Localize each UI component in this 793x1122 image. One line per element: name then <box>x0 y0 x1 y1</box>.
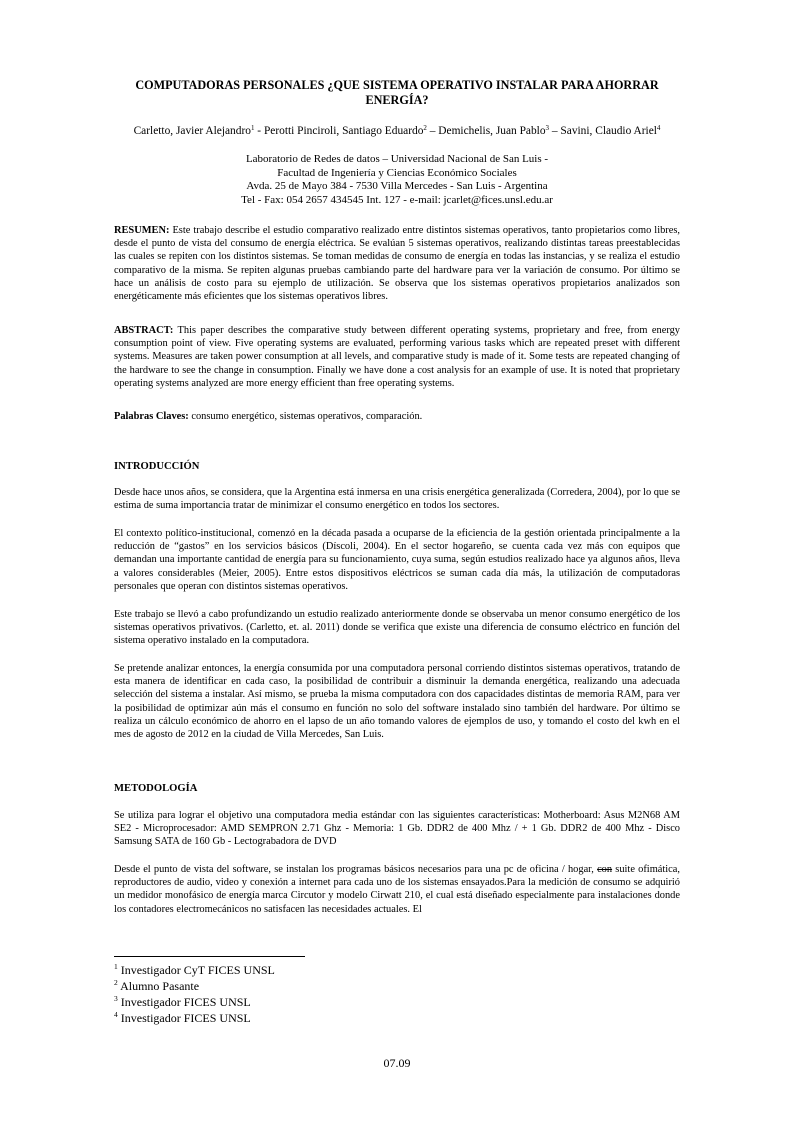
footnote-mark: 3 <box>545 124 550 132</box>
intro-heading: INTRODUCCIÓN <box>114 461 200 472</box>
author-separator: - <box>254 125 264 137</box>
metodologia-text: suite ofimática, reproductores de audio, video y conexión a internet para cada uno de los sistemas ensayados.Para la medición de consumo se adquirió un medidor monofásico de energía marca Circutor y modelo Cirwatt 210, el cual está diseñado especialmente para instalaciones donde los contadores electromecánicos no satisfacen las necesidades actuales. El <box>114 864 680 915</box>
author-name: Carletto, Javier Alejandro <box>133 125 251 137</box>
affiliation-line: Avda. 25 de Mayo 384 - 7530 Villa Mercedes - San Luis - Argentina <box>246 180 548 193</box>
footnote-mark: 2 <box>114 978 118 987</box>
abstract-paragraph <box>114 324 680 390</box>
keywords-text: consumo energético, sistemas operativos, comparación. <box>188 411 423 422</box>
resumen-text: Este trabajo describe el estudio comparativo realizado entre distintos sistemas operativos, tanto propietarios como libres, desde el punto de vista del consumo de energía eléctrica. Se evalúan 5 sistemas operativos, realizando distintas tareas preestablecidas las cuales se repiten con los distintos sistemas. Se toman medidas de consumo de energía en todas las instancias, y se realiza el estudio comparativo de la misma. Se repiten algunas pruebas cambiando parte del hardware para ver la variación de consumo. Por último se hace un análisis de costo para su ejemplo de utilización. Se observa que los sistemas operativos propietarios analizados son energéticamente más eficientes que los sistemas operativos libres. <box>114 225 680 303</box>
footnote-mark: 2 <box>423 124 427 132</box>
footnote-mark: 4 <box>656 124 661 132</box>
affiliation-block <box>114 153 680 207</box>
footnote <box>114 994 275 1010</box>
footnote-text: Investigador FICES UNSL <box>120 1011 251 1025</box>
footnote-divider <box>114 956 305 957</box>
metodologia-paragraph: Se utiliza para lograr el objetivo una computadora media estándar con las siguientes características: Motherboard: Asus M2N68 AM SE2 - Microprocesador: AMD SEMPRON 2.71 Ghz - Memoria: 1 Gb. DDR2 de 400 Mhz / + 1 Gb. DDR2 de 400 Mhz - Disco Samsung SATA de 160 Gb - Lectograbadora de DVD <box>114 810 680 848</box>
keywords-paragraph <box>114 410 680 423</box>
footnote <box>114 962 275 978</box>
affiliation-line: Facultad de Ingeniería y Ciencias Económico Sociales <box>277 166 517 179</box>
author-name: Demichelis, Juan Pablo <box>438 125 546 137</box>
intro-paragraph: Se pretende analizar entonces, la energía consumida por una computadora personal corriendo distintos sistemas operativos, tratando de esta manera de identificar en cada caso, la posibilidad de contribuir a disminuir la demanda energética, realizando una adecuada selección del sistema a instalar. Así mismo, se prueba la misma computadora con dos capacidades distintas de memoria RAM, para ver la posibilidad de optimizar aún más el consumo en función no solo del software instalado sino también del hardware. Por último se realiza un cálculo económico de ahorro en el lapso de un año tomando valores de ejemplos de uso, y tomando el costo del kwh en el mes de agosto de 2012 en la ciudad de Villa Mercedes, San Luis. <box>114 663 680 741</box>
footnote-mark: 3 <box>114 994 118 1003</box>
metodologia-text: Desde el punto de vista del software, se instalan los programas básicos necesarios para una pc de oficina / hogar, <box>114 864 598 875</box>
footnote-text: Investigador CyT FICES UNSL <box>120 963 275 977</box>
footnotes-block <box>114 962 275 1026</box>
author-separator: – <box>549 125 561 137</box>
author-line <box>114 124 680 138</box>
author-separator: – <box>426 125 439 137</box>
intro-paragraph: Este trabajo se llevó a cabo profundizando un estudio realizado anteriormente donde se observaba un menor consumo energético de los sistemas operativos privativos. (Carletto, et. al. 2011) donde se verifica que existe una diferencia de consumo eléctrico en función del sistema operativo instalado en la computadora. <box>114 609 680 647</box>
footnote-mark: 4 <box>114 1010 118 1019</box>
resumen-label: RESUMEN: <box>114 225 170 236</box>
metodologia-heading: METODOLOGÍA <box>114 783 198 794</box>
abstract-label: ABSTRACT: <box>114 325 174 336</box>
footnote-mark: 1 <box>114 962 118 971</box>
abstract-text: This paper describes the comparative study between different operating systems, proprietary and free, from energy consumption point of view. Five operating systems are evaluated, performing various tasks which are repeated preset with different systems. Measures are taken power consumption at all levels, and comparative study is made of it. Some tests are repeated changing of the hardware to see the change in consumption. Finally we have done a cost analysis for an example of use. It is noted that proprietary operating systems analyzed are more energy efficient than free operating systems. <box>114 325 680 389</box>
author-name: Savini, Claudio Ariel <box>560 125 657 137</box>
intro-paragraph: Desde hace unos años, se considera, que la Argentina está inmersa en una crisis energética generalizada (Corredera, 2004), por lo que se estima de suma importancia tratar de minimizar el consumo energético en todos los sectores. <box>114 487 680 512</box>
affiliation-line: Tel - Fax: 054 2657 434545 Int. 127 - e-mail: jcarlet@fices.unsl.edu.ar <box>241 193 553 206</box>
footnote-mark: 1 <box>250 124 255 132</box>
footnote <box>114 1010 275 1026</box>
keywords-label: Palabras Claves: <box>114 411 189 422</box>
paper-title: COMPUTADORAS PERSONALES ¿QUE SISTEMA OPERATIVO INSTALAR PARA AHORRAR ENERGÍA? <box>135 78 659 107</box>
footnote-text: Alumno Pasante <box>120 979 200 993</box>
resumen-paragraph <box>114 224 680 303</box>
footnote-text: Investigador FICES UNSL <box>120 995 251 1009</box>
intro-paragraph: El contexto político-institucional, comenzó en la década pasada a ocuparse de la eficiencia de la gestión orientada principalmente a la reducción de “gastos” en los servicios básicos (Díscoli, 2004). En el sector hogareño, se cuenta cada vez más con equipos que demandan una importante cantidad de energía para su funcionamiento, cuya suma, según estudios realizado hace ya algunos años, lleva a valores considerables (Meier, 2005). Entre estos dispositivos eléctricos se suman cada día más, la utilización de computadoras personales que operan con distintos sistemas operativos. <box>114 528 680 592</box>
footnote <box>114 978 275 994</box>
affiliation-line: Laboratorio de Redes de datos – Universidad Nacional de San Luis - <box>245 153 549 165</box>
struck-word: con <box>597 864 613 875</box>
page-number: 07.09 <box>383 1056 411 1070</box>
metodologia-paragraph <box>114 863 680 916</box>
author-name: Perotti Pinciroli, Santiago Eduardo <box>263 125 424 137</box>
